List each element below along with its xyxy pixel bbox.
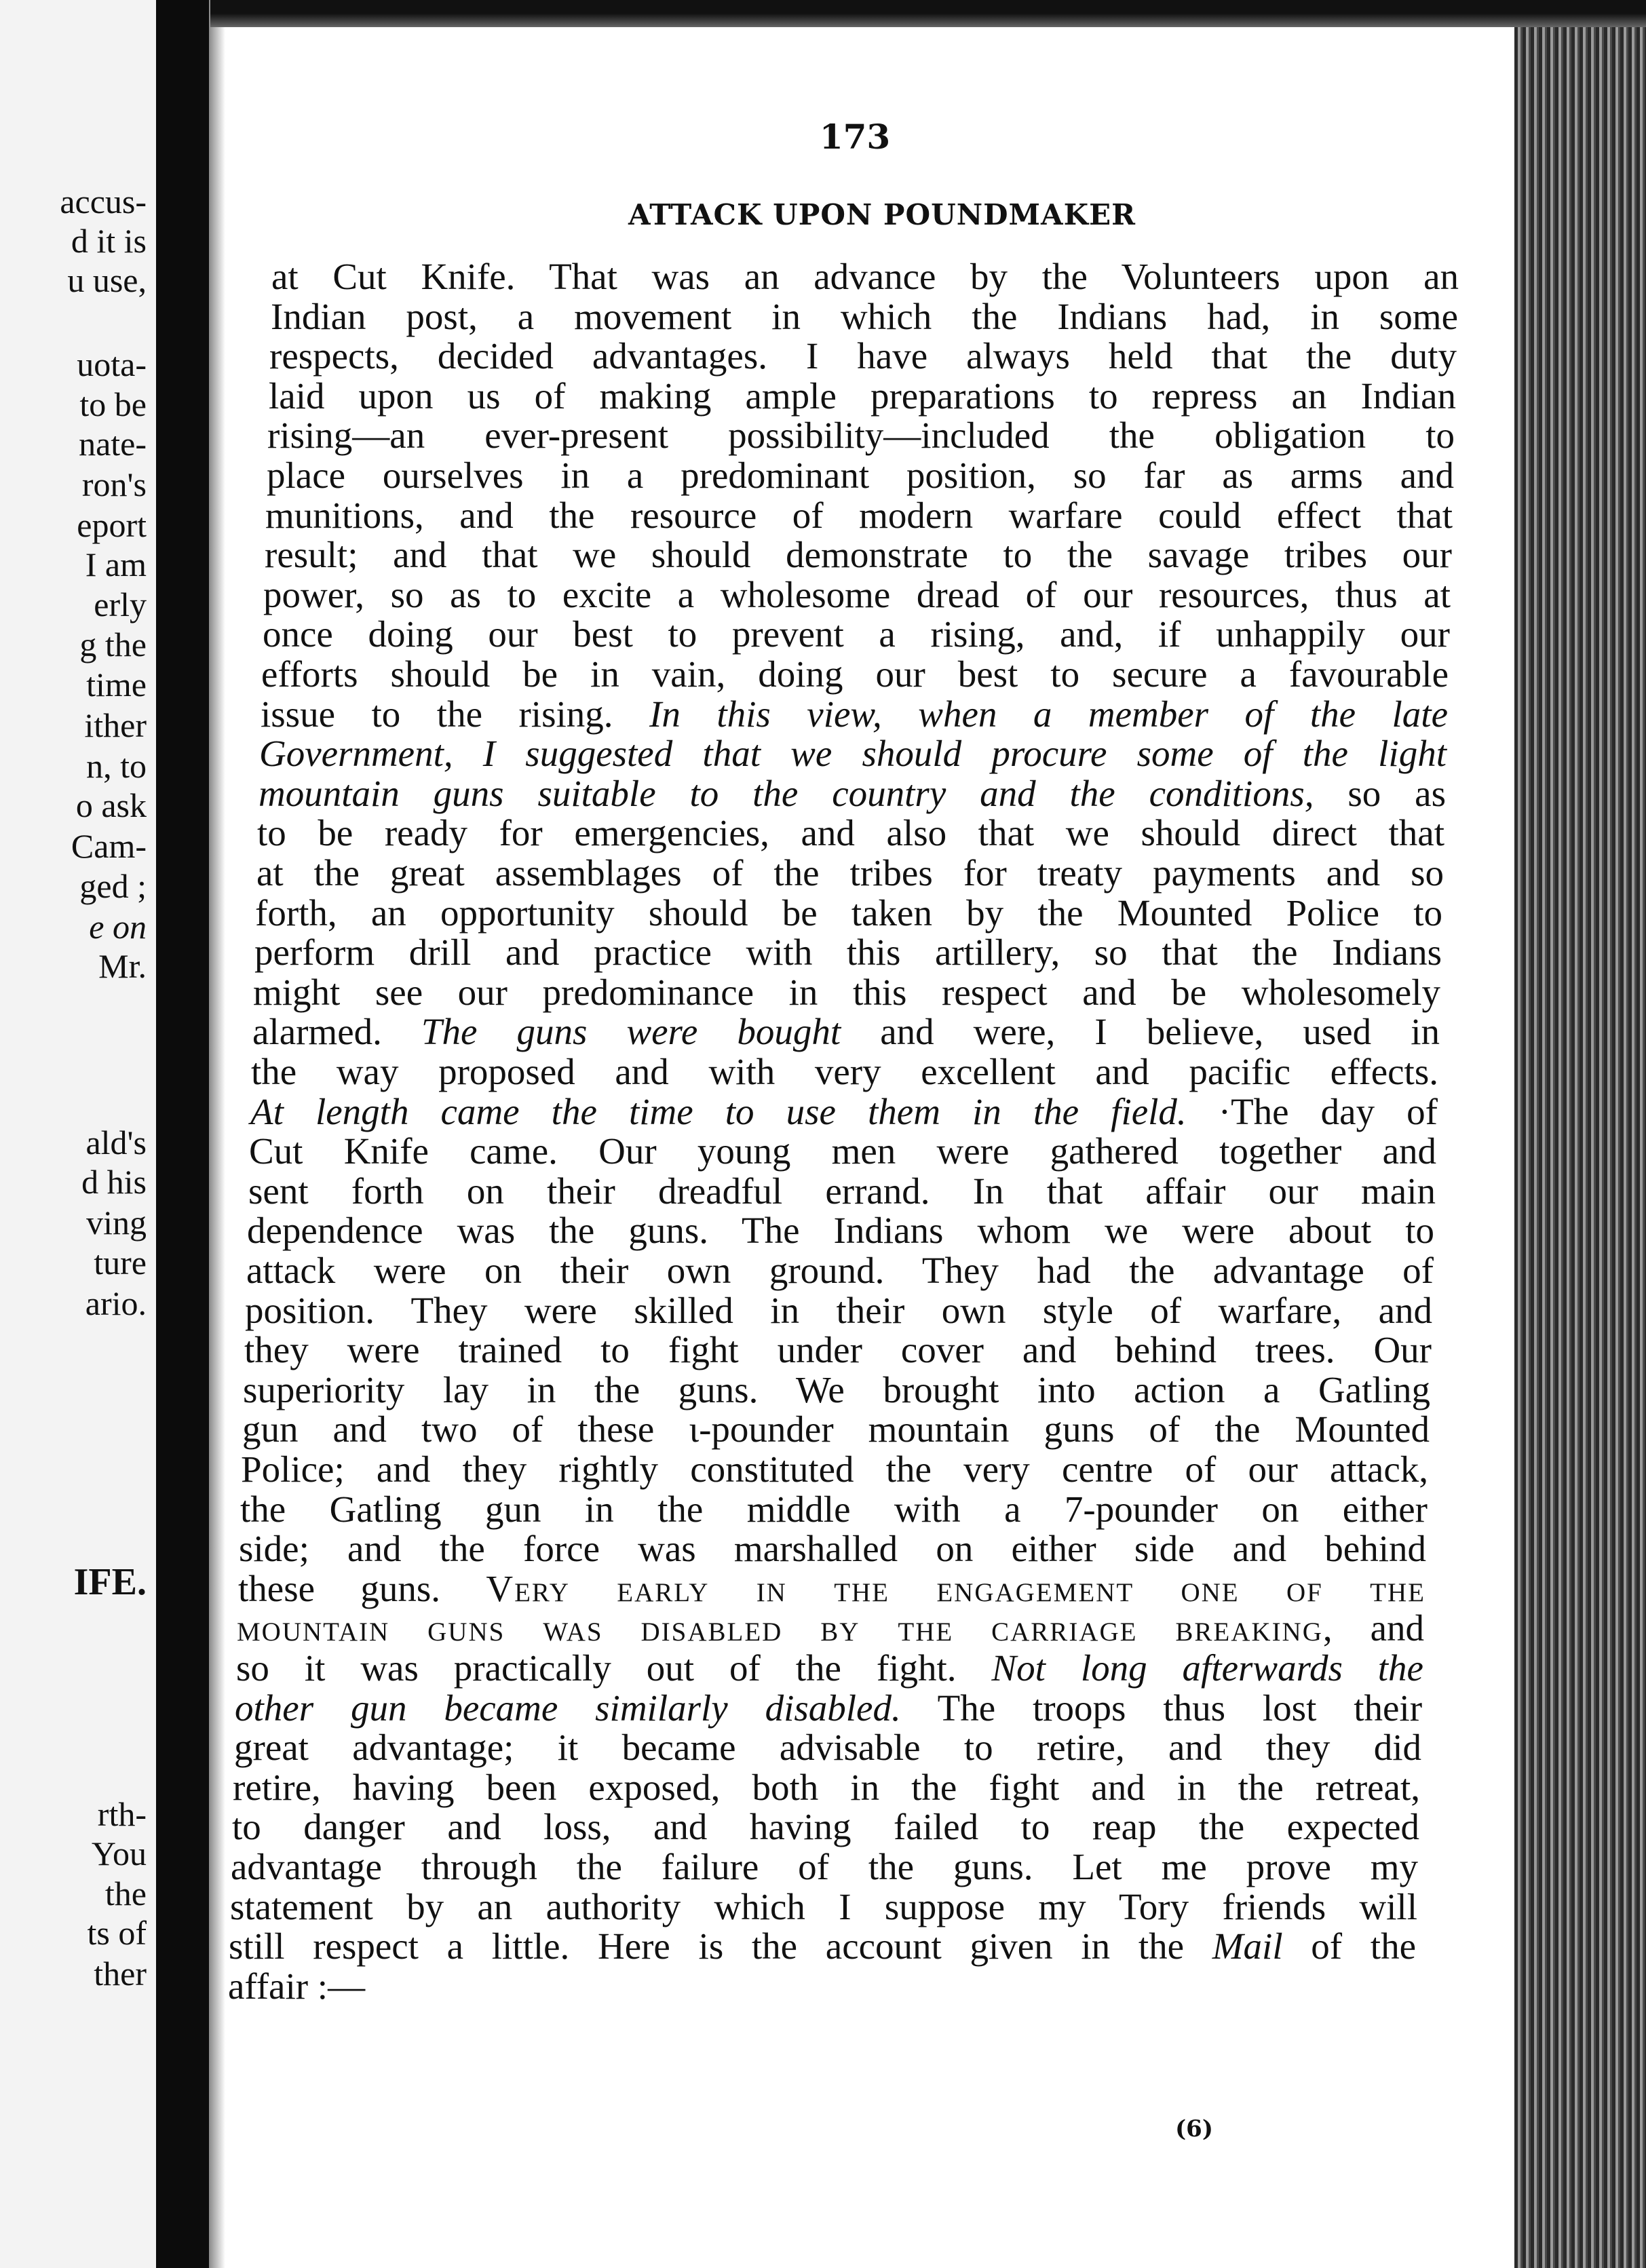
body-line	[253, 972, 1440, 1013]
body-line	[241, 1449, 1428, 1490]
body-line	[261, 694, 1448, 735]
body-line	[265, 495, 1453, 536]
left-page-fragment: o ask	[75, 786, 147, 824]
left-page-fragment: to be	[79, 385, 147, 423]
left-page-fragment: Mr.	[98, 947, 147, 985]
body-text-run: so it was practically out of the fight.	[236, 1647, 992, 1689]
body-text-run: respects, decided advantages. I have always held that the duty	[269, 335, 1457, 377]
body-line	[263, 575, 1451, 615]
italic-text: In this view, when a member of the late	[649, 693, 1448, 735]
body-line	[231, 1847, 1418, 1887]
body-text-run: at Cut Knife. That was an advance by the Volunteers upon an	[271, 256, 1459, 297]
body-text-run: result; and that we should demonstrate to the savage tribes our	[265, 534, 1452, 575]
body-text-run: dependence was the guns. The Indians whom we were about to	[247, 1210, 1434, 1251]
left-page-fragment: d his	[81, 1163, 147, 1201]
left-page-fragment: g the	[79, 626, 147, 664]
left-page-fragment: the	[104, 1875, 147, 1913]
body-text-run: affair :—	[228, 1965, 366, 2007]
left-page-fragment: ving	[86, 1204, 147, 1242]
body-text-run: they were trained to fight under cover and behind trees. Our	[244, 1329, 1432, 1370]
body-text-run: the Gatling gun in the middle with a 7-pounder on either	[240, 1488, 1428, 1530]
body-text-run: position. They were skilled in their own style of warfare, and	[245, 1290, 1432, 1331]
body-line	[233, 1767, 1420, 1808]
body-text-run: these guns.	[238, 1568, 486, 1609]
body-text-run: retire, having been exposed, both in the fight and in the retreat,	[233, 1767, 1420, 1808]
body-line	[240, 1489, 1428, 1530]
body-text-run: of the	[1282, 1925, 1416, 1967]
left-page-fragment: IFE.	[73, 1561, 147, 1603]
left-page-fragment: erly	[94, 585, 147, 623]
left-page-fragment: I am	[85, 545, 147, 583]
body-text-run: ·The day of	[1186, 1091, 1438, 1132]
body-text-run: Cut Knife came. Our young men were gathered together and	[249, 1130, 1436, 1172]
body-line	[251, 1052, 1438, 1092]
body-line	[271, 296, 1458, 337]
body-text-run: power, so as to excite a wholesome dread of our resources, thus at	[263, 574, 1451, 615]
left-page-fragment: You	[91, 1834, 147, 1872]
left-page-fragment: eport	[77, 506, 147, 544]
left-page-fragment: ario.	[85, 1284, 147, 1322]
body-text-run: side; and the force was marshalled on either side and behind	[239, 1528, 1426, 1569]
body-text-run: at the great assemblages of the tribes for treaty payments and so	[256, 852, 1444, 893]
body-line	[259, 733, 1447, 774]
body-line	[267, 415, 1455, 456]
body-text-run: and were, I believe, used in	[841, 1011, 1440, 1052]
body-line	[261, 654, 1449, 695]
body-line	[259, 773, 1446, 814]
left-page-fragment: uota-	[77, 345, 147, 383]
italic-text: mountain guns suitable to the country and the conditions,	[259, 773, 1314, 814]
left-page-fragment: ald's	[85, 1123, 147, 1161]
body-text-run: the way proposed and with very excellent and pacific effects.	[251, 1051, 1438, 1092]
body-line	[269, 336, 1457, 377]
body-text-run: laid upon us of making ample preparations to repress an Indian	[269, 375, 1456, 417]
signature-mark: (6)	[1175, 2115, 1213, 2142]
body-text-run: efforts should be in vain, doing our best to secure a favourable	[261, 653, 1449, 695]
body-line	[250, 1092, 1438, 1132]
italic-text: The guns were bought	[421, 1011, 841, 1052]
body-text-run: still respect a little. Here is the account given in the	[229, 1925, 1212, 1967]
body-line	[244, 1330, 1432, 1370]
body-line	[254, 932, 1442, 973]
left-page-fragment: ither	[84, 706, 147, 744]
body-line	[248, 1171, 1436, 1212]
gutter-shadow	[209, 0, 225, 2268]
body-text-run: might see our predominance in this respect and be wholesomely	[253, 972, 1440, 1013]
body-text-run: attack were on their own ground. They had the advantage of	[246, 1250, 1434, 1291]
left-page-fragment: ron's	[81, 465, 147, 503]
body-text-run: issue to the rising.	[261, 693, 650, 735]
body-text-run: once doing our best to prevent a rising, and, if unhappily our	[263, 613, 1450, 655]
body-line	[234, 1727, 1421, 1768]
body-text-run: so as	[1314, 773, 1446, 814]
running-head: ATTACK UPON POUNDMAKER	[628, 198, 1136, 231]
body-text-run: forth, an opportunity should be taken by the Mounted Police to	[255, 892, 1442, 934]
body-line	[237, 1608, 1424, 1649]
body-line	[252, 1012, 1440, 1052]
body-line	[242, 1409, 1430, 1450]
page-edges	[1514, 27, 1646, 2268]
italic-text: Not long afterwards the	[991, 1647, 1423, 1689]
body-line	[249, 1131, 1436, 1172]
italic-text: other gun became similarly disabled.	[235, 1687, 901, 1729]
body-line	[243, 1370, 1430, 1410]
scan-top-border	[210, 0, 1646, 27]
left-page-fragment: d it is	[71, 222, 147, 260]
body-text-run: and	[1333, 1607, 1424, 1649]
body-text-run: rising—an ever-present possibility—included the obligation to	[267, 415, 1455, 456]
body-line	[239, 1529, 1426, 1569]
previous-page-margin	[0, 0, 156, 2268]
body-text-run: perform drill and practice with this artillery, so that the Indians	[254, 931, 1442, 973]
left-page-fragment: ts of	[87, 1914, 147, 1952]
body-text-run: place ourselves in a predominant position, so far as arms and	[267, 455, 1454, 496]
left-page-fragment: Cam-	[71, 827, 147, 865]
body-line	[245, 1290, 1432, 1331]
italic-text: Government, I suggested that we should procure some of the light	[259, 733, 1447, 774]
body-text-run: Indian post, a movement in which the Indians had, in some	[271, 296, 1458, 337]
left-page-fragment: ged ;	[79, 867, 147, 905]
small-caps-text: Very early in the engagement one of the	[486, 1568, 1425, 1609]
left-page-fragment: nate-	[79, 425, 147, 463]
body-line	[265, 535, 1452, 575]
left-page-fragment: time	[86, 666, 147, 704]
body-text-run: to danger and loss, and having failed to reap the expected	[232, 1806, 1419, 1847]
body-text-run: Police; and they rightly constituted the very centre of our attack,	[241, 1448, 1428, 1490]
body-line	[229, 1926, 1416, 1967]
left-page-fragment: ture	[94, 1244, 147, 1282]
body-line	[269, 376, 1456, 417]
left-page-fragment: n, to	[86, 747, 147, 785]
body-text-run: great advantage; it became advisable to retire, and they did	[234, 1727, 1421, 1768]
left-page-fragment: rth-	[97, 1795, 147, 1833]
body-text-run: gun and two of these ɩ-pounder mountain guns of the Mounted	[242, 1408, 1430, 1450]
body-line	[255, 893, 1442, 934]
body-line	[246, 1250, 1434, 1291]
left-page-fragment: accus-	[60, 182, 147, 220]
body-line	[256, 853, 1444, 893]
italic-text: Mail	[1212, 1925, 1283, 1967]
left-page-fragment: u use,	[67, 261, 147, 299]
body-text-run: advantage through the failure of the guns. Let me prove my	[231, 1846, 1418, 1887]
body-text-run: superiority lay in the guns. We brought into action a Gatling	[243, 1369, 1430, 1410]
body-line	[236, 1648, 1423, 1689]
page-number: 173	[819, 117, 891, 157]
body-text-run: The troops thus lost their	[900, 1687, 1423, 1729]
body-line	[232, 1807, 1419, 1847]
body-text-run: alarmed.	[252, 1011, 421, 1052]
left-page-fragment: ther	[94, 1955, 147, 1993]
body-text-run: to be ready for emergencies, and also that we should direct that	[257, 812, 1444, 853]
body-line	[235, 1688, 1422, 1729]
body-line	[230, 1887, 1417, 1927]
body-line	[257, 813, 1444, 853]
body-text-run: statement by an authority which I suppose my Tory friends will	[230, 1886, 1417, 1927]
body-line	[267, 455, 1454, 496]
body-line	[263, 614, 1450, 655]
body-line	[247, 1210, 1434, 1251]
body-line	[271, 256, 1459, 297]
body-line	[228, 1966, 1415, 2007]
body-line	[238, 1569, 1425, 1609]
small-caps-text: mountain guns was disabled by the carriage breaking,	[237, 1607, 1334, 1649]
left-page-fragment: e on	[89, 908, 147, 946]
book-gutter	[156, 0, 209, 2268]
body-text-run: munitions, and the resource of modern warfare could effect that	[265, 495, 1453, 536]
italic-text: At length came the time to use them in the field.	[250, 1091, 1187, 1132]
body-text-run: sent forth on their dreadful errand. In that affair our main	[248, 1170, 1436, 1212]
